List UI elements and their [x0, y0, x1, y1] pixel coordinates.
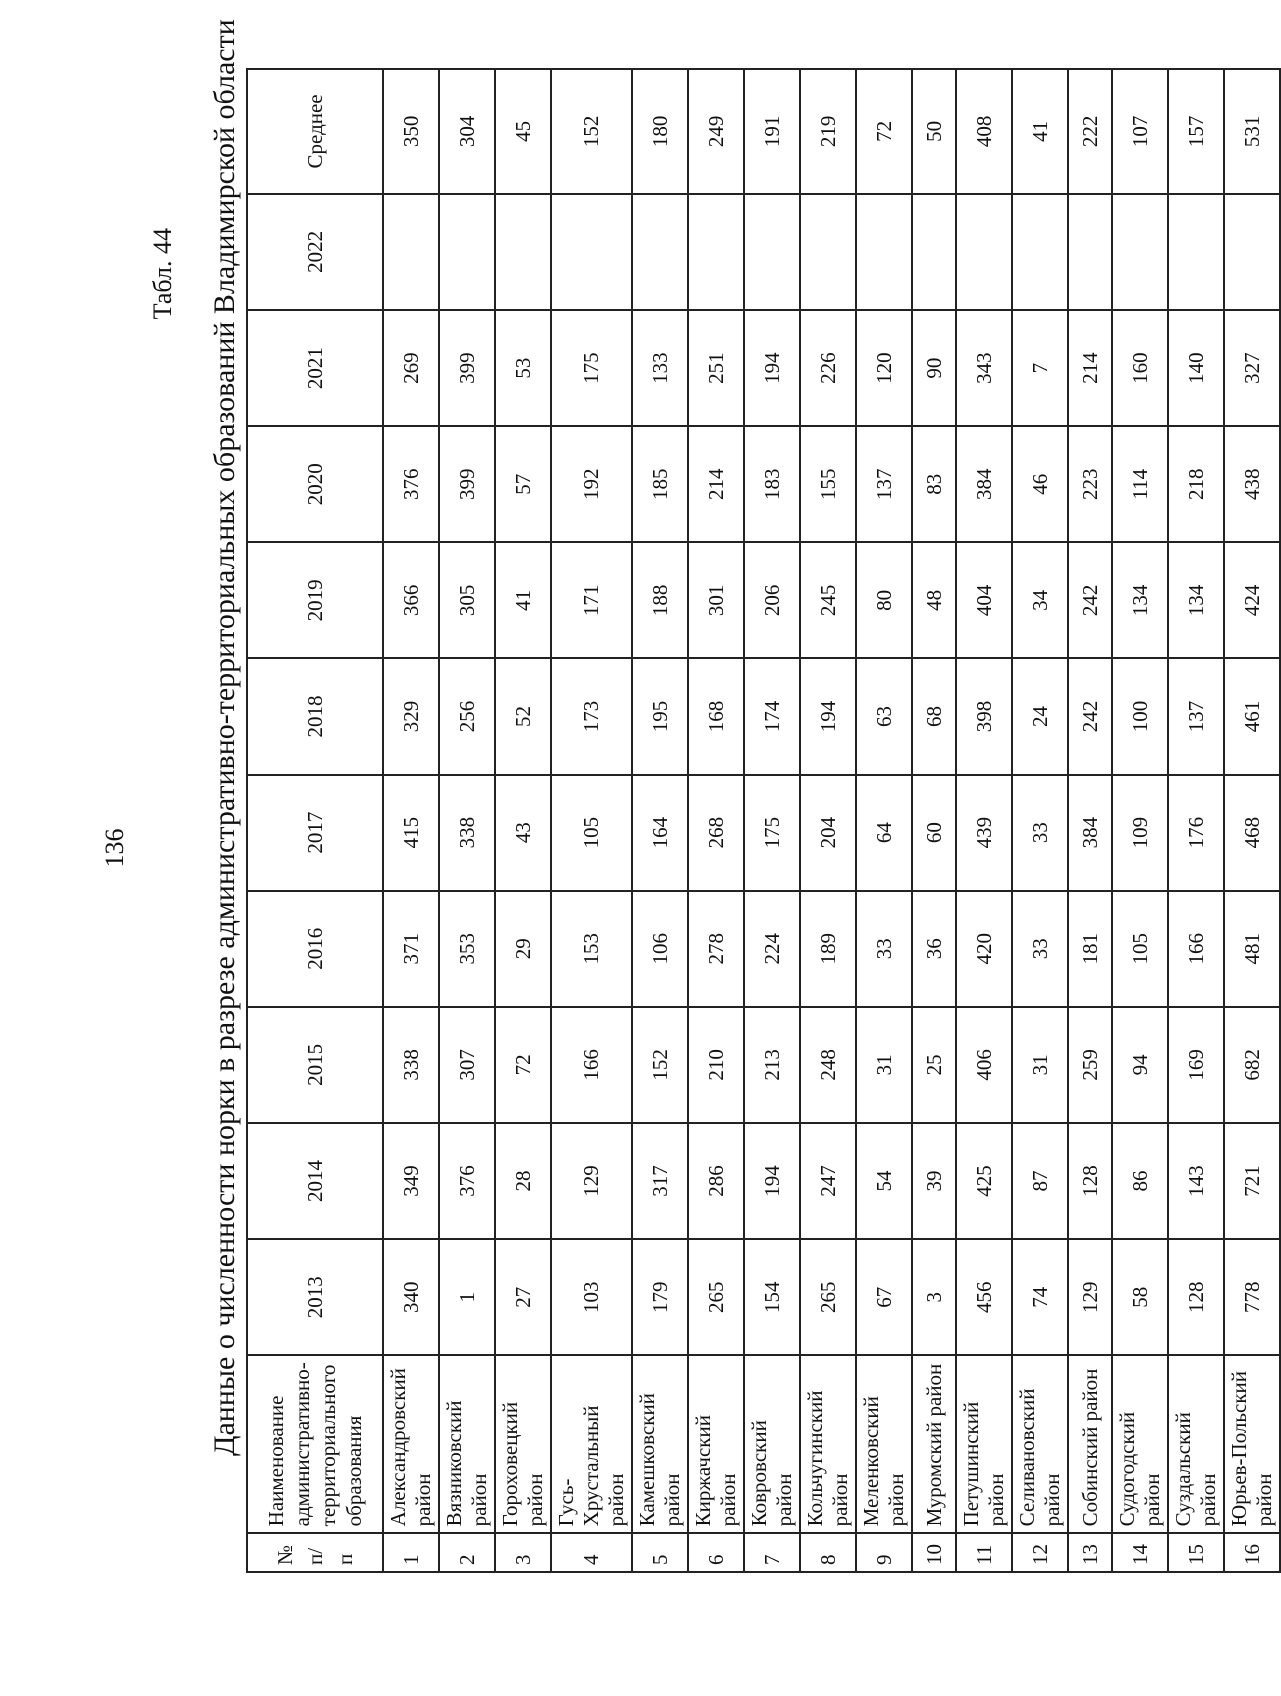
year-value-cell: 218 — [1168, 426, 1224, 542]
year-value-cell: 128 — [1168, 1239, 1224, 1355]
year-value-cell: 60 — [912, 775, 956, 891]
year-value-cell: 24 — [1012, 658, 1068, 774]
average-cell: 45 — [495, 69, 551, 194]
year-value-cell: 87 — [1012, 1123, 1068, 1239]
district-name: Юрьев-Польский район — [1224, 1355, 1280, 1533]
year-value-cell — [632, 194, 688, 310]
table-row — [551, 69, 632, 1572]
year-value-cell: 33 — [1012, 891, 1068, 1007]
year-value-cell: 154 — [744, 1239, 800, 1355]
year-value-cell: 41 — [495, 542, 551, 658]
header-year: 2015 — [247, 1007, 383, 1123]
year-value-cell: 134 — [1112, 542, 1168, 658]
year-value-cell: 175 — [551, 310, 632, 426]
district-name: Суздальский район — [1168, 1355, 1224, 1533]
row-number: 10 — [912, 1533, 956, 1572]
header-row — [247, 69, 383, 1572]
year-value-cell: 213 — [744, 1007, 800, 1123]
year-value-cell: 340 — [383, 1239, 439, 1355]
table-row — [1112, 69, 1168, 1572]
row-number: 5 — [632, 1533, 688, 1572]
year-value-cell: 371 — [383, 891, 439, 1007]
header-num-symbol: № — [273, 1544, 297, 1565]
year-value-cell: 245 — [800, 542, 856, 658]
year-value-cell: 72 — [495, 1007, 551, 1123]
year-value-cell: 415 — [383, 775, 439, 891]
average-cell: 157 — [1168, 69, 1224, 194]
year-value-cell: 278 — [688, 891, 744, 1007]
average-cell: 72 — [856, 69, 912, 194]
district-name: Ковровский район — [744, 1355, 800, 1533]
year-value-cell: 251 — [688, 310, 744, 426]
header-year: 2020 — [247, 426, 383, 542]
rotated-page — [90, 19, 1276, 1628]
row-number: 16 — [1224, 1533, 1280, 1572]
year-value-cell: 399 — [439, 310, 495, 426]
year-value-cell: 52 — [495, 658, 551, 774]
year-value-cell: 174 — [744, 658, 800, 774]
header-year: 2016 — [247, 891, 383, 1007]
year-value-cell: 143 — [1168, 1123, 1224, 1239]
district-name: Меленковский район — [856, 1355, 912, 1533]
year-value-cell: 169 — [1168, 1007, 1224, 1123]
year-value-cell: 120 — [856, 310, 912, 426]
row-number: 2 — [439, 1533, 495, 1572]
table-row — [856, 69, 912, 1572]
header-year: 2021 — [247, 310, 383, 426]
year-value-cell: 384 — [1068, 775, 1112, 891]
year-value-cell: 171 — [551, 542, 632, 658]
table-title: Данные о численности норки в разрезе административно-территориальных образований Владимирской области — [208, 19, 241, 1456]
year-value-cell — [1168, 194, 1224, 310]
year-value-cell: 168 — [688, 658, 744, 774]
row-number: 14 — [1112, 1533, 1168, 1572]
year-value-cell: 68 — [912, 658, 956, 774]
header-year: 2017 — [247, 775, 383, 891]
table-row — [383, 69, 439, 1572]
year-value-cell: 133 — [632, 310, 688, 426]
average-cell: 350 — [383, 69, 439, 194]
year-value-cell: 399 — [439, 426, 495, 542]
year-value-cell: 420 — [956, 891, 1012, 1007]
year-value-cell: 778 — [1224, 1239, 1280, 1355]
average-cell: 408 — [956, 69, 1012, 194]
year-value-cell: 3 — [912, 1239, 956, 1355]
row-number: 12 — [1012, 1533, 1068, 1572]
year-value-cell: 1 — [439, 1239, 495, 1355]
average-cell: 191 — [744, 69, 800, 194]
year-value-cell: 29 — [495, 891, 551, 1007]
year-value-cell — [1068, 194, 1112, 310]
table-row — [800, 69, 856, 1572]
year-value-cell: 166 — [1168, 891, 1224, 1007]
year-value-cell: 226 — [800, 310, 856, 426]
header-year: 2013 — [247, 1239, 383, 1355]
year-value-cell — [688, 194, 744, 310]
row-number: 7 — [744, 1533, 800, 1572]
year-value-cell: 269 — [383, 310, 439, 426]
year-value-cell: 46 — [1012, 426, 1068, 542]
year-value-cell: 424 — [1224, 542, 1280, 658]
table-row — [912, 69, 956, 1572]
district-name: Киржачский район — [688, 1355, 744, 1533]
year-value-cell: 721 — [1224, 1123, 1280, 1239]
year-value-cell: 90 — [912, 310, 956, 426]
header-year: 2018 — [247, 658, 383, 774]
year-value-cell: 224 — [744, 891, 800, 1007]
year-value-cell: 286 — [688, 1123, 744, 1239]
year-value-cell — [1224, 194, 1280, 310]
year-value-cell: 31 — [1012, 1007, 1068, 1123]
year-value-cell: 109 — [1112, 775, 1168, 891]
year-value-cell: 366 — [383, 542, 439, 658]
year-value-cell: 404 — [956, 542, 1012, 658]
header-num — [247, 1533, 383, 1572]
year-value-cell: 129 — [1068, 1239, 1112, 1355]
year-value-cell: 160 — [1112, 310, 1168, 426]
year-value-cell — [856, 194, 912, 310]
year-value-cell: 376 — [439, 1123, 495, 1239]
year-value-cell: 80 — [856, 542, 912, 658]
average-cell: 180 — [632, 69, 688, 194]
year-value-cell: 301 — [688, 542, 744, 658]
year-value-cell: 48 — [912, 542, 956, 658]
year-value-cell: 247 — [800, 1123, 856, 1239]
district-name: Кольчугинский район — [800, 1355, 856, 1533]
year-value-cell: 384 — [956, 426, 1012, 542]
year-value-cell: 338 — [439, 775, 495, 891]
year-value-cell: 259 — [1068, 1007, 1112, 1123]
table-row — [744, 69, 800, 1572]
year-value-cell: 67 — [856, 1239, 912, 1355]
average-cell: 219 — [800, 69, 856, 194]
year-value-cell — [744, 194, 800, 310]
year-value-cell: 204 — [800, 775, 856, 891]
year-value-cell: 338 — [383, 1007, 439, 1123]
year-value-cell: 682 — [1224, 1007, 1280, 1123]
year-value-cell: 173 — [551, 658, 632, 774]
year-value-cell: 189 — [800, 891, 856, 1007]
year-value-cell: 25 — [912, 1007, 956, 1123]
average-cell: 50 — [912, 69, 956, 194]
year-value-cell: 54 — [856, 1123, 912, 1239]
year-value-cell: 248 — [800, 1007, 856, 1123]
year-value-cell: 329 — [383, 658, 439, 774]
average-cell: 304 — [439, 69, 495, 194]
header-average: Среднее — [247, 69, 383, 194]
year-value-cell: 106 — [632, 891, 688, 1007]
year-value-cell: 43 — [495, 775, 551, 891]
row-number: 15 — [1168, 1533, 1224, 1572]
row-number: 9 — [856, 1533, 912, 1572]
row-number: 1 — [383, 1533, 439, 1572]
year-value-cell: 214 — [688, 426, 744, 542]
year-value-cell: 140 — [1168, 310, 1224, 426]
year-value-cell: 105 — [1112, 891, 1168, 1007]
year-value-cell: 128 — [1068, 1123, 1112, 1239]
year-value-cell: 33 — [856, 891, 912, 1007]
table-row — [1012, 69, 1068, 1572]
header-year: 2019 — [247, 542, 383, 658]
year-value-cell: 28 — [495, 1123, 551, 1239]
year-value-cell: 242 — [1068, 542, 1112, 658]
year-value-cell: 86 — [1112, 1123, 1168, 1239]
year-value-cell — [956, 194, 1012, 310]
year-value-cell: 57 — [495, 426, 551, 542]
year-value-cell: 152 — [632, 1007, 688, 1123]
year-value-cell: 305 — [439, 542, 495, 658]
row-number: 8 — [800, 1533, 856, 1572]
header-year: 2014 — [247, 1123, 383, 1239]
table-row — [632, 69, 688, 1572]
year-value-cell: 164 — [632, 775, 688, 891]
year-value-cell: 194 — [744, 310, 800, 426]
header-num-abbr: п/п — [303, 1547, 357, 1565]
district-name: Муромский район — [912, 1355, 956, 1533]
year-value-cell — [383, 194, 439, 310]
year-value-cell: 256 — [439, 658, 495, 774]
row-number: 11 — [956, 1533, 1012, 1572]
year-value-cell: 153 — [551, 891, 632, 1007]
table-row — [1224, 69, 1280, 1572]
year-value-cell: 114 — [1112, 426, 1168, 542]
district-name: Камешковский район — [632, 1355, 688, 1533]
year-value-cell: 265 — [688, 1239, 744, 1355]
year-value-cell: 353 — [439, 891, 495, 1007]
year-value-cell: 461 — [1224, 658, 1280, 774]
year-value-cell: 214 — [1068, 310, 1112, 426]
average-cell: 107 — [1112, 69, 1168, 194]
year-value-cell: 166 — [551, 1007, 632, 1123]
year-value-cell — [551, 194, 632, 310]
year-value-cell: 223 — [1068, 426, 1112, 542]
header-year: 2022 — [247, 194, 383, 310]
row-number: 3 — [495, 1533, 551, 1572]
year-value-cell — [1112, 194, 1168, 310]
table-row — [439, 69, 495, 1572]
year-value-cell: 137 — [856, 426, 912, 542]
year-value-cell: 181 — [1068, 891, 1112, 1007]
year-value-cell: 195 — [632, 658, 688, 774]
year-value-cell: 137 — [1168, 658, 1224, 774]
year-value-cell: 343 — [956, 310, 1012, 426]
year-value-cell: 481 — [1224, 891, 1280, 1007]
average-cell: 152 — [551, 69, 632, 194]
year-value-cell: 105 — [551, 775, 632, 891]
year-value-cell: 7 — [1012, 310, 1068, 426]
row-number: 4 — [551, 1533, 632, 1572]
year-value-cell: 53 — [495, 310, 551, 426]
district-name: Гусь-Хрустальный район — [551, 1355, 632, 1533]
year-value-cell: 83 — [912, 426, 956, 542]
year-value-cell: 183 — [744, 426, 800, 542]
year-value-cell: 64 — [856, 775, 912, 891]
year-value-cell: 74 — [1012, 1239, 1068, 1355]
year-value-cell: 206 — [744, 542, 800, 658]
year-value-cell: 438 — [1224, 426, 1280, 542]
year-value-cell: 349 — [383, 1123, 439, 1239]
table-row — [1168, 69, 1224, 1572]
year-value-cell: 327 — [1224, 310, 1280, 426]
year-value-cell — [1012, 194, 1068, 310]
year-value-cell: 468 — [1224, 775, 1280, 891]
row-number: 6 — [688, 1533, 744, 1572]
year-value-cell: 398 — [956, 658, 1012, 774]
year-value-cell: 31 — [856, 1007, 912, 1123]
year-value-cell: 210 — [688, 1007, 744, 1123]
year-value-cell — [912, 194, 956, 310]
year-value-cell: 94 — [1112, 1007, 1168, 1123]
year-value-cell: 27 — [495, 1239, 551, 1355]
year-value-cell: 242 — [1068, 658, 1112, 774]
year-value-cell: 175 — [744, 775, 800, 891]
average-cell: 531 — [1224, 69, 1280, 194]
district-name: Собинский район — [1068, 1355, 1112, 1533]
year-value-cell: 58 — [1112, 1239, 1168, 1355]
table-row — [688, 69, 744, 1572]
year-value-cell: 439 — [956, 775, 1012, 891]
district-name: Александровский район — [383, 1355, 439, 1533]
year-value-cell: 317 — [632, 1123, 688, 1239]
year-value-cell: 425 — [956, 1123, 1012, 1239]
district-name: Петушинский район — [956, 1355, 1012, 1533]
year-value-cell: 192 — [551, 426, 632, 542]
year-value-cell: 268 — [688, 775, 744, 891]
year-value-cell: 39 — [912, 1123, 956, 1239]
year-value-cell: 185 — [632, 426, 688, 542]
year-value-cell: 33 — [1012, 775, 1068, 891]
data-table — [246, 68, 1281, 1573]
table-row — [495, 69, 551, 1572]
year-value-cell: 194 — [744, 1123, 800, 1239]
year-value-cell — [439, 194, 495, 310]
header-name: Наименование административно-территориального образования — [247, 1355, 383, 1533]
average-cell: 41 — [1012, 69, 1068, 194]
year-value-cell: 376 — [383, 426, 439, 542]
year-value-cell: 100 — [1112, 658, 1168, 774]
average-cell: 249 — [688, 69, 744, 194]
page-number: 136 — [100, 828, 129, 868]
year-value-cell: 265 — [800, 1239, 856, 1355]
table-row — [1068, 69, 1112, 1572]
year-value-cell: 406 — [956, 1007, 1012, 1123]
district-name: Вязниковский район — [439, 1355, 495, 1533]
table-row — [956, 69, 1012, 1572]
year-value-cell: 176 — [1168, 775, 1224, 891]
year-value-cell: 179 — [632, 1239, 688, 1355]
row-number: 13 — [1068, 1533, 1112, 1572]
district-name: Гороховецкий район — [495, 1355, 551, 1533]
district-name: Судогодский район — [1112, 1355, 1168, 1533]
year-value-cell: 63 — [856, 658, 912, 774]
year-value-cell: 194 — [800, 658, 856, 774]
year-value-cell: 188 — [632, 542, 688, 658]
district-name: Селивановский район — [1012, 1355, 1068, 1533]
year-value-cell: 36 — [912, 891, 956, 1007]
year-value-cell: 34 — [1012, 542, 1068, 658]
table-body — [383, 69, 1280, 1572]
year-value-cell: 134 — [1168, 542, 1224, 658]
year-value-cell: 129 — [551, 1123, 632, 1239]
year-value-cell: 103 — [551, 1239, 632, 1355]
year-value-cell — [495, 194, 551, 310]
year-value-cell: 456 — [956, 1239, 1012, 1355]
year-value-cell — [800, 194, 856, 310]
year-value-cell: 155 — [800, 426, 856, 542]
table-label: Табл. 44 — [148, 228, 177, 320]
average-cell: 222 — [1068, 69, 1112, 194]
year-value-cell: 307 — [439, 1007, 495, 1123]
